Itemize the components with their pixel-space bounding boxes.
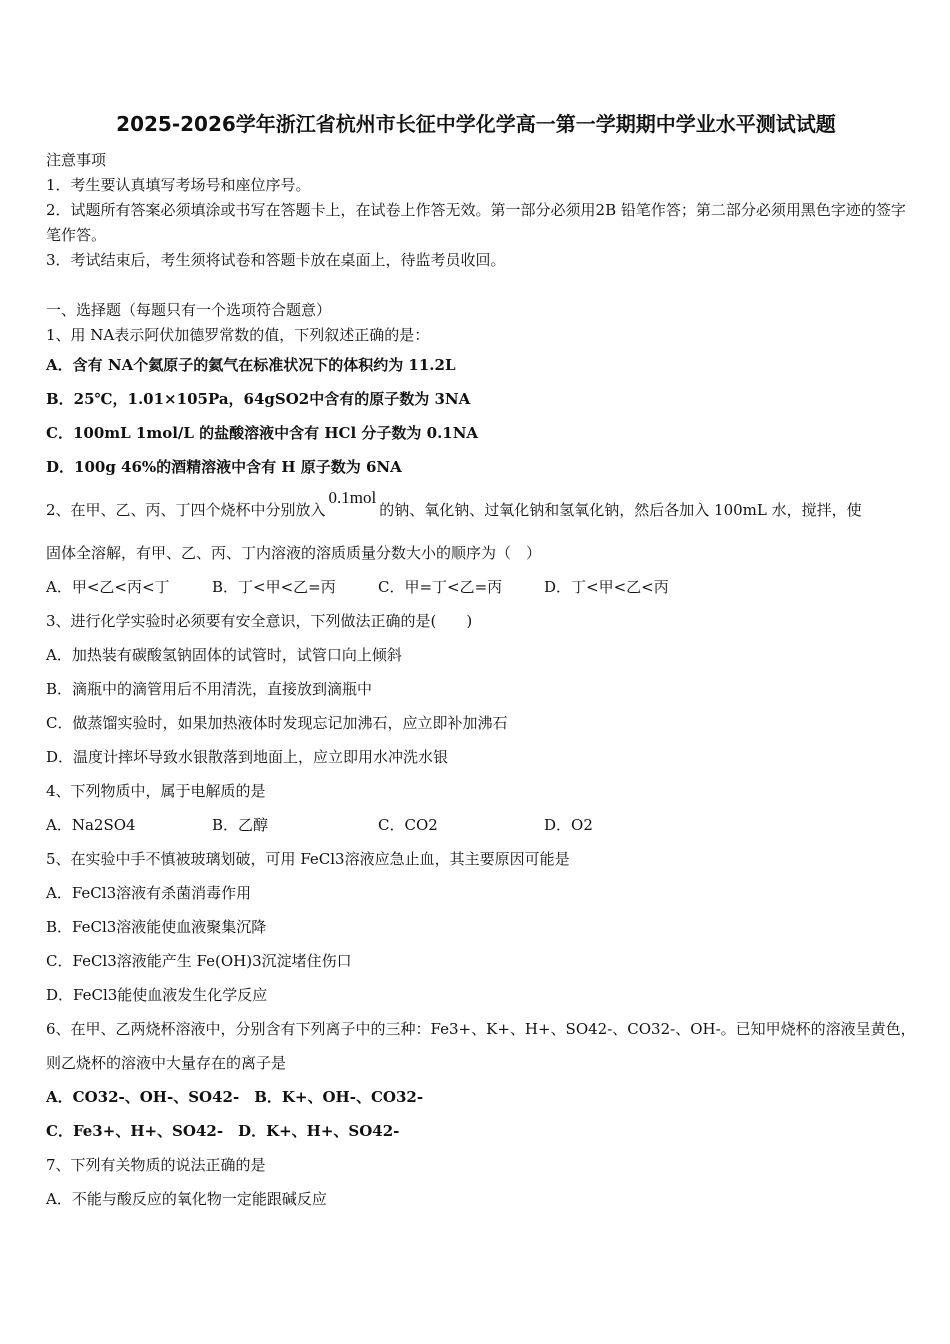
option-row [46, 570, 906, 604]
section-heading: 一、选择题（每题只有一个选项符合题意） [46, 301, 332, 319]
option: B．FeCl3溶液能使血液聚集沉降 [46, 918, 267, 936]
notice-item: 2．试题所有答案必须填涂或书写在答题卡上，在试卷上作答无效。第一部分必须用2B 铅笔作答；第二部分必须用黑色字迹的签字笔作答。 [46, 201, 906, 244]
option: C．CO2 [378, 816, 438, 834]
option: A．FeCl3溶液有杀菌消毒作用 [46, 884, 252, 902]
option: D．O2 [544, 816, 593, 834]
option: A．甲<乙<丙<丁 [46, 578, 170, 596]
notice-heading: 注意事项 [46, 151, 107, 169]
question-stem: 1、用 NA表示阿伏加德罗常数的值，下列叙述正确的是： [46, 326, 430, 344]
option: B．滴瓶中的滴管用后不用清洗，直接放到滴瓶中 [46, 680, 373, 698]
amount-label: 0.1mol [328, 488, 377, 507]
option: D．FeCl3能使血液发生化学反应 [46, 986, 268, 1004]
exam-page [46, 108, 916, 1216]
question-stem: 固体全溶解，有甲、乙、丙、丁内溶液的溶质质量分数大小的顺序为（ ） [46, 544, 542, 562]
option: A．不能与酸反应的氧化物一定能跟碱反应 [46, 1190, 327, 1208]
option: D．100g 46%的酒精溶液中含有 H 原子数为 6NA [46, 458, 402, 476]
option: C．FeCl3溶液能产生 Fe(OH)3沉淀堵住伤口 [46, 952, 352, 970]
option-row [46, 808, 906, 842]
option: A．含有 NA个氦原子的氦气在标准状况下的体积约为 11.2L [46, 356, 456, 374]
option: B．丁<甲<乙=丙 [212, 578, 336, 596]
page-title: 2025-2026学年浙江省杭州市长征中学化学高一第一学期期中学业水平测试试题 [116, 112, 836, 136]
question-stem: 5、在实验中手不慎被玻璃划破，可用 FeCl3溶液应急止血，其主要原因可能是 [46, 850, 570, 868]
stem-part: 2、在甲、乙、丙、丁四个烧杯中分别放入 [46, 501, 326, 519]
option: C．100mL 1mol/L 的盐酸溶液中含有 HCl 分子数为 0.1NA [46, 424, 479, 442]
option: D．丁<甲<乙<丙 [544, 578, 669, 596]
notice-item: 3．考试结束后，考生须将试卷和答题卡放在桌面上，待监考员收回。 [46, 251, 506, 269]
option: C．做蒸馏实验时，如果加热液体时发现忘记加沸石，应立即补加沸石 [46, 714, 508, 732]
option: B．25℃，1.01×105Pa，64gSO2中含有的原子数为 3NA [46, 390, 471, 408]
stem-part: 的钠、氧化钠、过氧化钠和氢氧化钠，然后各加入 100mL 水，搅拌，使 [379, 501, 862, 519]
option: B．乙醇 [212, 816, 269, 834]
question-stem: 则乙烧杯的溶液中大量存在的离子是 [46, 1054, 287, 1072]
question-stem: 6、在甲、乙两烧杯溶液中，分别含有下列离子中的三种：Fe3+、K+、H+、SO42-、CO32-、OH-。已知甲烧杯的溶液呈黄色， [46, 1020, 916, 1038]
option: C．甲=丁<乙=丙 [378, 578, 503, 596]
option-row: A．CO32-、OH-、SO42- B．K+、OH-、CO32- [46, 1088, 424, 1106]
notice-item: 1．考生要认真填写考场号和座位序号。 [46, 176, 311, 194]
question-stem: 3、进行化学实验时必须要有安全意识，下列做法正确的是( ) [46, 612, 473, 630]
question-stem: 7、下列有关物质的说法正确的是 [46, 1156, 266, 1174]
question-stem: 4、下列物质中，属于电解质的是 [46, 782, 266, 800]
question-stem [46, 484, 906, 536]
spacer [46, 273, 906, 298]
option-row: C．Fe3+、H+、SO42- D．K+、H+、SO42- [46, 1122, 400, 1140]
option: A．Na2SO4 [46, 816, 136, 834]
option: A．加热装有碳酸氢钠固体的试管时，试管口向上倾斜 [46, 646, 402, 664]
option: D．温度计摔坏导致水银散落到地面上，应立即用水冲洗水银 [46, 748, 449, 766]
